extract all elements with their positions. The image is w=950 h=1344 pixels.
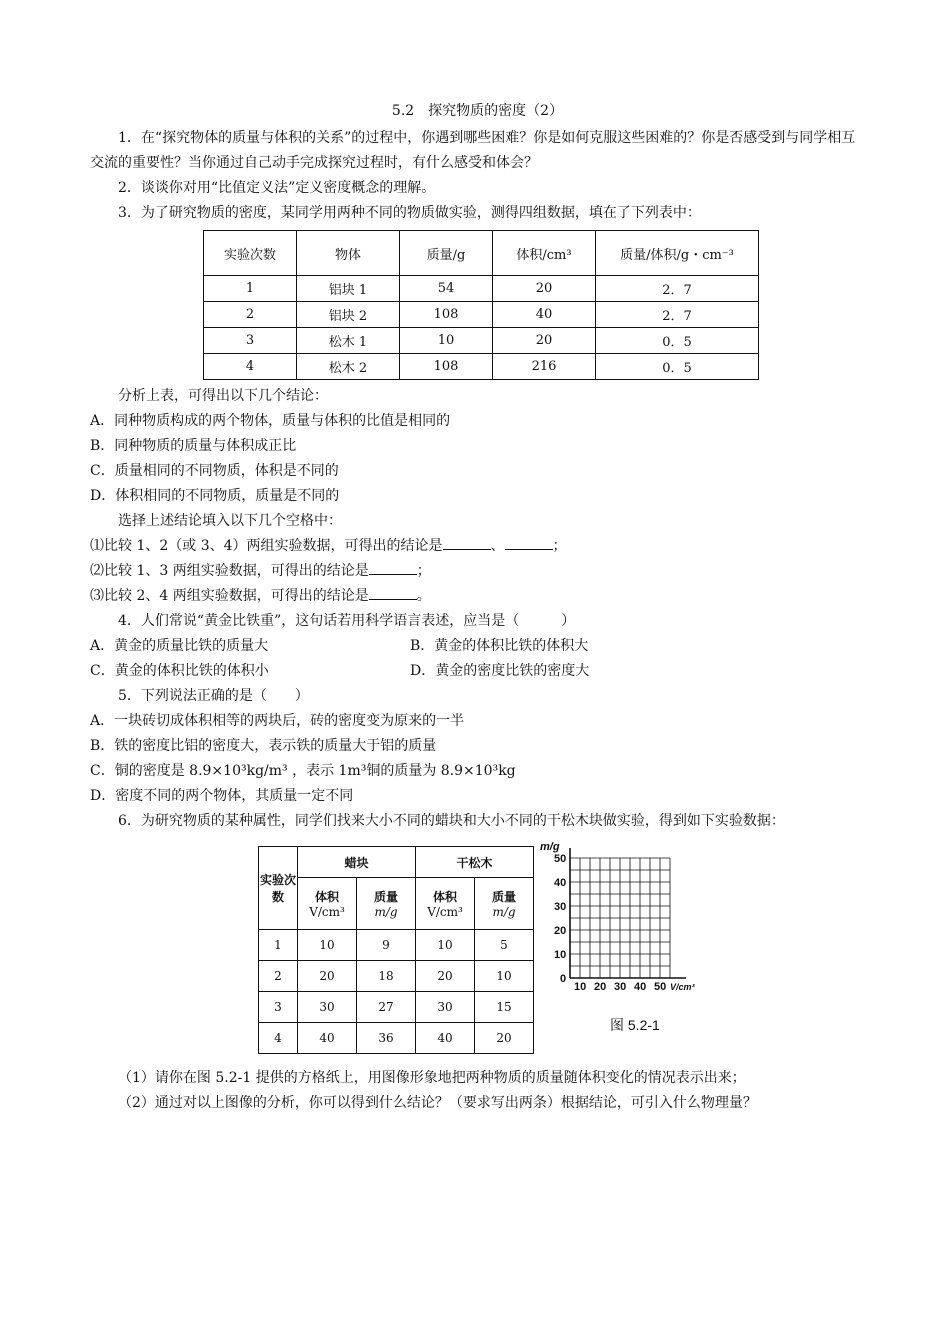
- cell: 18: [357, 961, 416, 992]
- cell: 30: [416, 992, 475, 1023]
- sub-question-3: [90, 584, 865, 609]
- y-tick: 40: [554, 877, 567, 889]
- header-wax: 蜡块: [298, 847, 416, 878]
- header-trial: 实验次数: [259, 847, 298, 930]
- table-header-row: [204, 231, 759, 276]
- analysis-text: 分析上表，可得出以下几个结论：: [118, 388, 328, 404]
- cell: 10: [298, 930, 357, 961]
- option-c: C．质量相同的不同物质，体积是不同的: [90, 463, 339, 479]
- cell: 20: [416, 961, 475, 992]
- sub-question-1: [90, 534, 865, 559]
- cell: 铝块 2: [297, 302, 400, 328]
- cell: 4: [259, 1023, 298, 1054]
- cell: 216: [493, 354, 596, 380]
- x-tick: 40: [634, 981, 647, 993]
- answer-blank[interactable]: [369, 599, 417, 600]
- question-2: 2．谈谈你对用“比值定义法”定义密度概念的理解。: [118, 180, 436, 196]
- cell: 2．7: [596, 276, 759, 302]
- header-volume: 体积/cm³: [493, 231, 596, 276]
- q5-option-b: B．铁的密度比铝的密度大，表示铁的质量大于铝的质量: [90, 738, 437, 754]
- cell: 松木 1: [297, 328, 400, 354]
- cell: 2: [204, 302, 297, 328]
- sub1-text: ⑴比较 1、2（或 3、4）两组实验数据，可得出的结论是: [90, 538, 443, 554]
- q4-option-d: D．黄金的密度比铁的密度大: [410, 663, 590, 679]
- cell: 2: [259, 961, 298, 992]
- page-title: 5.2 探究物质的密度（2）: [391, 103, 564, 119]
- table-row: [259, 930, 534, 961]
- cell: 20: [298, 961, 357, 992]
- table-row: [259, 1023, 534, 1054]
- header-ratio: 质量/体积/g・cm⁻³: [596, 231, 759, 276]
- cell: 5: [475, 930, 534, 961]
- mass-unit: m/g: [374, 905, 398, 919]
- cell: 20: [493, 328, 596, 354]
- cell: 4: [204, 354, 297, 380]
- sub1-sep: 、: [490, 538, 505, 554]
- vol-unit: V/cm³: [309, 905, 345, 919]
- graph-paper[interactable]: [540, 840, 740, 1010]
- table-row: [204, 354, 759, 380]
- sub2-end: ；: [416, 563, 431, 579]
- header-pine-volume: [416, 878, 475, 930]
- cell: 松木 2: [297, 354, 400, 380]
- question-4-stem: 4．人们常说“黄金比铁重”，这句话若用科学语言表述，应当是（ ）: [118, 613, 576, 629]
- answer-blank[interactable]: [505, 549, 553, 550]
- x-tick: 10: [574, 981, 587, 993]
- cell: 40: [298, 1023, 357, 1054]
- cell: 54: [400, 276, 493, 302]
- header-pine: 干松木: [416, 847, 534, 878]
- question-1: 1．在“探究物体的质量与体积的关系”的过程中，你遇到哪些困难？你是如何克服这些困难的？你是否感受到与同学相互交流的重要性？当你通过自己动手完成探究过程时，有什么感受和体会？: [90, 130, 856, 171]
- cell: 2．7: [596, 302, 759, 328]
- q5-option-a: A．一块砖切成体积相等的两块后，砖的密度变为原来的一半: [90, 713, 465, 729]
- cell: 1: [204, 276, 297, 302]
- option-b: B．同种物质的质量与体积成正比: [90, 438, 297, 454]
- worksheet: [90, 100, 865, 1116]
- cell: 40: [493, 302, 596, 328]
- q5-option-c: C．铜的密度是 8.9×10³kg/m³ ，表示 1m³铜的质量为 8.9×10³kg: [90, 763, 516, 779]
- cell: 108: [400, 302, 493, 328]
- table-row: [204, 328, 759, 354]
- q5-option-d: D．密度不同的两个物体，其质量一定不同: [90, 788, 354, 804]
- cell: 铝块 1: [297, 276, 400, 302]
- sub3-end: 。: [416, 588, 431, 604]
- cell: 0．5: [596, 328, 759, 354]
- mass-label: 质量: [373, 890, 398, 904]
- x-axis-label: V/cm³: [670, 982, 695, 992]
- mass-label: 质量: [491, 890, 516, 904]
- x-tick: 30: [614, 981, 627, 993]
- x-tick: 20: [594, 981, 607, 993]
- vol-label: 体积: [314, 890, 339, 904]
- header-pine-mass: [475, 878, 534, 930]
- sub3-text: ⑶比较 2、4 两组实验数据，可得出的结论是: [90, 588, 369, 604]
- sub2-text: ⑵比较 1、3 两组实验数据，可得出的结论是: [90, 563, 369, 579]
- y-tick: 10: [554, 949, 567, 961]
- density-table: [203, 230, 759, 380]
- answer-blank[interactable]: [443, 549, 491, 550]
- cell: 15: [475, 992, 534, 1023]
- sub1-end: ；: [552, 538, 567, 554]
- table-row: [259, 961, 534, 992]
- question-6-part-2: （2）通过对以上图像的分析，你可以得到什么结论？（要求写出两条）根据结论，可引入什么物理量？: [118, 1095, 757, 1111]
- y-tick: 30: [554, 901, 567, 913]
- vol-label: 体积: [432, 890, 457, 904]
- cell: 20: [475, 1023, 534, 1054]
- cell: 27: [357, 992, 416, 1023]
- cell: 108: [400, 354, 493, 380]
- cell: 36: [357, 1023, 416, 1054]
- q4-option-a: A．黄金的质量比铁的质量大: [90, 638, 269, 654]
- option-d: D．体积相同的不同物质，质量是不同的: [90, 488, 340, 504]
- cell: 10: [416, 930, 475, 961]
- cell: 30: [298, 992, 357, 1023]
- y-tick: 50: [554, 853, 567, 865]
- cell: 20: [493, 276, 596, 302]
- q4-option-b: B．黄金的体积比铁的体积大: [410, 638, 589, 654]
- question-6-stem: 6．为研究物质的某种属性，同学们找来大小不同的蜡块和大小不同的干松木块做实验，得到如下实验数据：: [118, 813, 785, 829]
- wax-pine-table: [258, 846, 534, 1054]
- figure-caption: 图 5.2-1: [610, 1017, 660, 1033]
- q4-option-c: C．黄金的体积比铁的体积小: [90, 663, 269, 679]
- table-row: [204, 276, 759, 302]
- vol-unit: V/cm³: [427, 905, 463, 919]
- table-row: [259, 992, 534, 1023]
- header-mass: 质量/g: [400, 231, 493, 276]
- header-trial: 实验次数: [204, 231, 297, 276]
- question-5-stem: 5．下列说法正确的是（ ）: [118, 688, 309, 704]
- cell: 10: [400, 328, 493, 354]
- cell: 1: [259, 930, 298, 961]
- cell: 10: [475, 961, 534, 992]
- cell: 3: [259, 992, 298, 1023]
- origin-label: 0: [560, 973, 567, 985]
- x-tick: 50: [654, 981, 667, 993]
- y-axis-label: m/g: [540, 841, 560, 853]
- cell: 9: [357, 930, 416, 961]
- sub-question-2: [90, 559, 865, 584]
- y-tick: 20: [554, 925, 567, 937]
- q4-options-row-2: [90, 659, 865, 684]
- question-6-part-1: （1）请你在图 5.2-1 提供的方格纸上，用图像形象地把两种物质的质量随体积变化的情况表示出来；: [118, 1070, 746, 1086]
- q4-options-row-1: [90, 634, 865, 659]
- cell: 0．5: [596, 354, 759, 380]
- option-a: A．同种物质构成的两个物体，质量与体积的比值是相同的: [90, 413, 451, 429]
- question-3-stem: 3．为了研究物质的密度，某同学用两种不同的物质做实验，测得四组数据，填在了下列表中：: [118, 205, 701, 221]
- cell: 40: [416, 1023, 475, 1054]
- mass-unit: m/g: [492, 905, 516, 919]
- figure-row: [90, 840, 865, 1060]
- cell: 3: [204, 328, 297, 354]
- header-wax-volume: [298, 878, 357, 930]
- answer-blank[interactable]: [369, 574, 417, 575]
- header-wax-mass: [357, 878, 416, 930]
- table-row: [204, 302, 759, 328]
- header-object: 物体: [297, 231, 400, 276]
- fill-prompt: 选择上述结论填入以下几个空格中：: [118, 513, 342, 529]
